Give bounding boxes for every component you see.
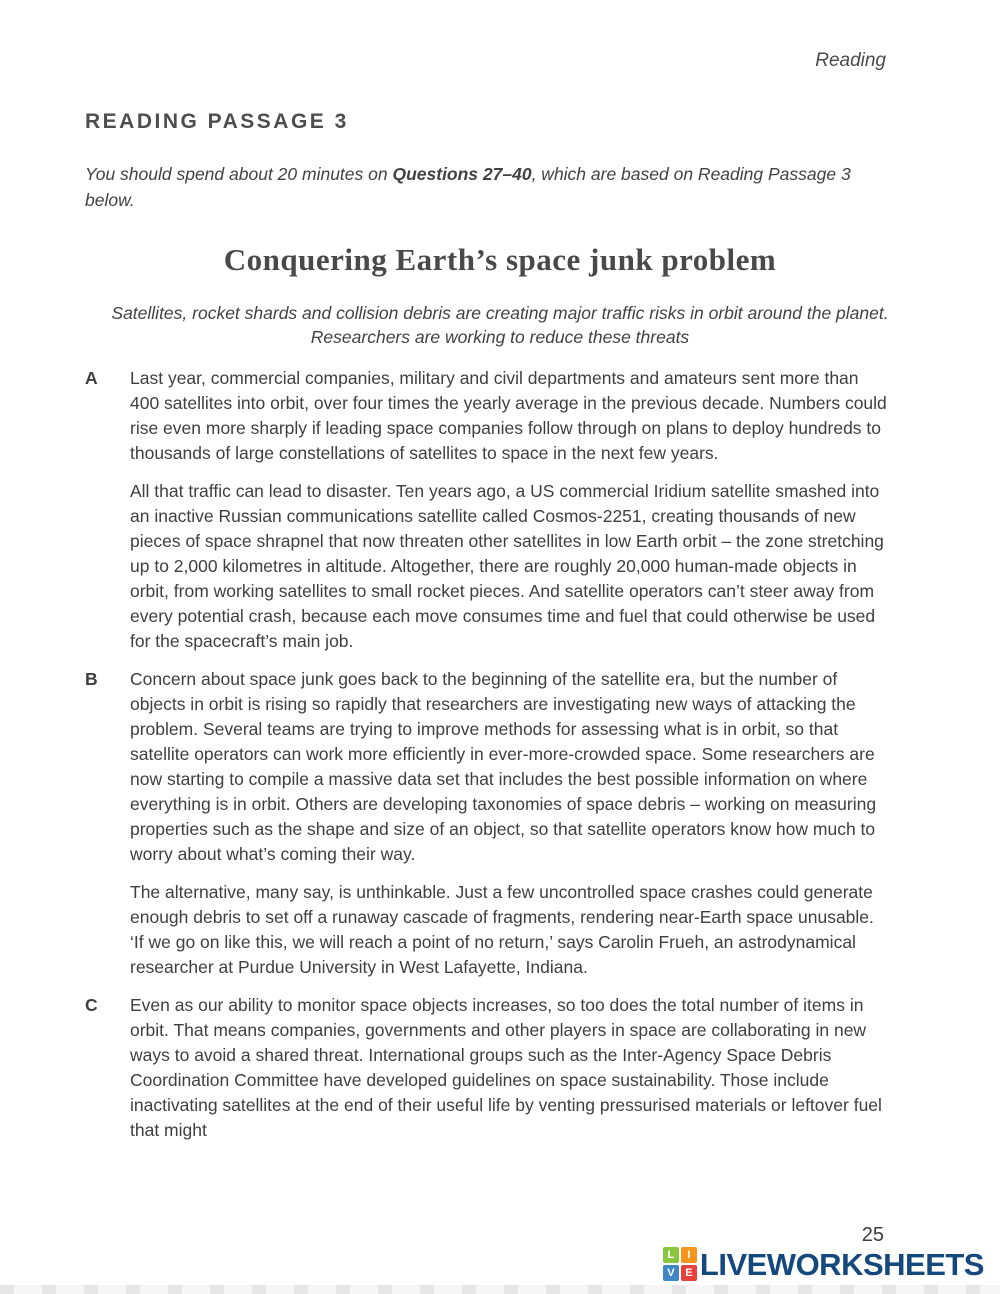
section-body-a: [130, 366, 887, 667]
section-label-a: A: [85, 368, 98, 388]
page-number: 25: [861, 1224, 884, 1246]
passage-paragraph: All that traffic can lead to disaster. Ten years ago, a US commercial Iridium satellite smashed into an inactive Russian communications satellite called Cosmos-2251, creating thousands of new pieces of space shrapnel that now threaten other satellites in low Earth orbit – the zone stretching up to 2,000 kilometres in altitude. Altogether, there are roughly 20,000 human-made objects in orbit, from working satellites to small rocket pieces. And satellite operators can’t steer away from every potential crash, because each move consumes time and fuel that could otherwise be used for the spacecraft’s main job.: [130, 481, 884, 651]
section-body-c: [130, 993, 887, 1156]
passage-title: Conquering Earth’s space junk problem: [223, 242, 777, 277]
instruction-text: [85, 161, 905, 213]
logo-tile-v: V: [663, 1265, 679, 1281]
instruction-suffix: , which are based on Reading Passage 3 below.: [85, 164, 851, 210]
passage-paragraph: Concern about space junk goes back to the beginning of the satellite era, but the number of objects in orbit is rising so rapidly that researchers are investigating new ways of attacking the problem. Several teams are trying to improve methods for assessing what is in orbit, so that satellite operators can work more efficiently in ever-more-crowded space. Some researchers are now starting to compile a massive data set that includes the best possible information on where everything is in orbit. Others are developing taxonomies of space debris – working on measuring properties such as the shape and size of an object, so that satellite operators know how much to worry about what’s coming their way.: [130, 669, 877, 864]
passage-subtitle: Satellites, rocket shards and collision debris are creating major traffic risks in orbit around the planet. Researchers are working to reduce these threats: [111, 303, 889, 347]
section-body-b: [130, 667, 887, 993]
liveworksheets-logo-text: LIVEWORKSHEETS: [699, 1246, 984, 1282]
passage-section-a: [85, 366, 887, 667]
reading-passage-heading: READING PASSAGE 3: [85, 110, 349, 133]
passage-paragraph: Last year, commercial companies, military and civil departments and amateurs sent more than 400 satellites into orbit, over four times the yearly average in the previous decade. Numbers could rise even more sharply if leading space companies follow through on plans to deploy hundreds to thousands of large constellations of satellites to space in the next few years.: [130, 368, 887, 463]
instruction-questions-range: Questions 27–40: [392, 164, 532, 184]
section-label-c: C: [85, 995, 98, 1015]
passage-paragraph: Even as our ability to monitor space objects increases, so too does the total number of items in orbit. That means companies, governments and other players in space are collaborating in new ways to avoid a shared threat. International groups such as the Inter-Agency Space Debris Coordination Committee have developed guidelines on space sustainability. Those include inactivating satellites at the end of their useful life by venting pressurised materials or leftover fuel that might: [130, 995, 882, 1140]
passage-paragraph: The alternative, many say, is unthinkable. Just a few uncontrolled space crashes could generate enough debris to set off a runaway cascade of fragments, rendering near-Earth space unusable. ‘If we go on like this, we will reach a point of no return,’ says Carolin Frueh, an astrodynamical researcher at Purdue University in West Lafayette, Indiana.: [130, 882, 874, 977]
passage-body: [85, 366, 887, 1156]
logo-tile-l: L: [663, 1247, 679, 1263]
instruction-prefix: You should spend about 20 minutes on: [85, 164, 393, 184]
passage-section-c: [85, 993, 887, 1156]
logo-tile-i: I: [681, 1247, 697, 1263]
passage-section-b: [85, 667, 887, 993]
scan-artifact-strip: [0, 1285, 1000, 1294]
section-label-b: B: [85, 669, 98, 689]
header-section-label: Reading: [815, 50, 886, 71]
logo-tile-e: E: [681, 1265, 697, 1281]
liveworksheets-logo-icon: [663, 1247, 697, 1281]
liveworksheets-logo: [663, 1247, 984, 1281]
